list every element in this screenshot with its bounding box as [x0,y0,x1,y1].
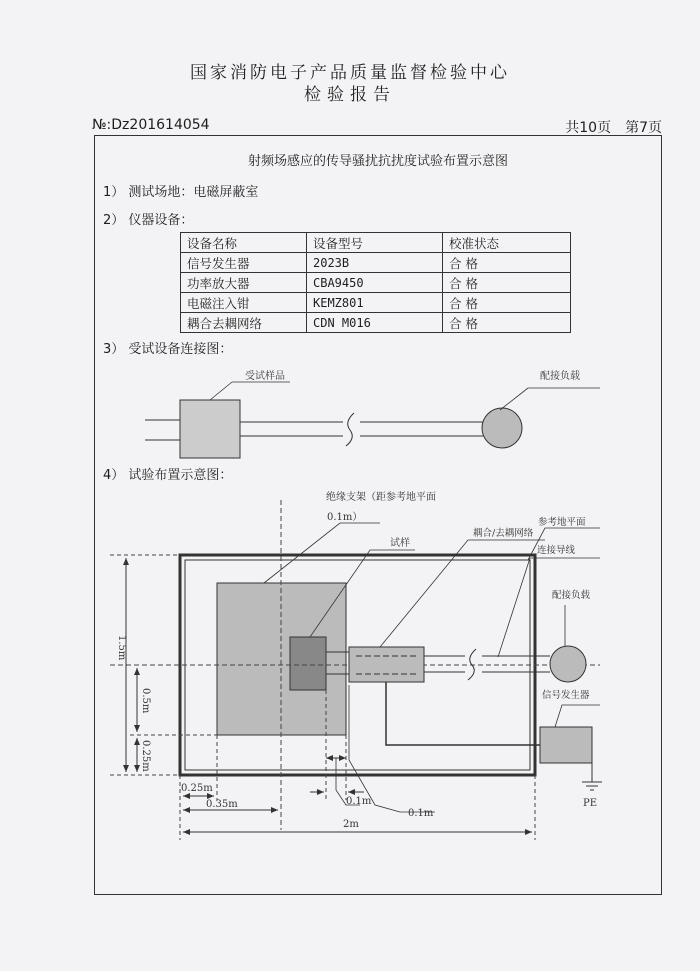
dim-01a-label: 0.1m [346,796,372,807]
eut-leader [210,382,232,400]
support-label: 绝缘支架（距参考地平面 [326,492,436,503]
load-circle [482,408,522,448]
header-cell: 设备名称 [181,233,307,253]
total-pages: 共10页 [565,120,612,136]
test-site-line: 1） 测试场地：电磁屏蔽室 [103,185,259,200]
dim-025h-label: 0.25m [181,783,213,794]
load-label: 配接负载 [552,590,591,601]
generator-cable [386,682,540,745]
sample-label: 试样 [390,538,410,549]
test-sample [290,637,326,690]
table-cell: 合 格 [443,253,571,273]
wire-label: 连接导线 [537,545,576,556]
wire-leader [498,558,600,657]
report-title: 检验报告 [304,85,396,105]
table-cell: 合 格 [443,313,571,333]
org-name: 国家消防电子产品质量监督检验中心 [190,63,510,83]
generator-label: 信号发生器 [542,690,590,701]
header-cell: 设备型号 [307,233,443,253]
layout-diagram [110,490,602,840]
table-cell: 合 格 [443,273,571,293]
table-cell: 功率放大器 [181,273,307,293]
table-cell: 电磁注入钳 [181,293,307,313]
dim-01b-label: 0.1m [408,808,434,819]
pe-label: PE [583,798,598,809]
table-cell: 耦合去耦网络 [181,313,307,333]
section-title: 射频场感应的传导骚扰抗扰度试验布置示意图 [247,154,508,169]
cdn-label: 耦合/去耦网络 [473,528,534,539]
eut-box [180,400,240,458]
table-cell: KEMZ801 [307,293,443,313]
header-cell: 校准状态 [443,233,571,253]
dim-15-label: 1.5m [116,635,127,661]
cdn-box [349,647,424,682]
table-cell: CDN M016 [307,313,443,333]
generator-leader [555,705,600,727]
load-label: 配接负载 [540,371,580,382]
table-cell: 信号发生器 [181,253,307,273]
dim-025v-label: 0.25m [140,740,151,772]
table-cell: CBA9450 [307,273,443,293]
ground-plane-label: 参考地平面 [538,517,586,528]
dim-2-label: 2m [343,819,359,830]
dim-01b-leader [349,685,435,812]
support-height-label: 0.1m） [327,512,363,523]
layout-heading: 4） 试验布置示意图： [103,468,233,483]
equipment-heading: 2） 仪器设备： [103,213,194,228]
dim-035-label: 0.35m [206,799,238,810]
table-cell: 2023B [307,253,443,273]
cable-break [346,413,354,446]
document-number: №:Dz201614054 [92,117,210,133]
current-page: 第7页 [625,120,662,136]
signal-generator-box [540,727,592,763]
connection-heading: 3） 受试设备连接图： [103,342,233,357]
load-circle [550,646,586,682]
load-leader [500,388,528,410]
eut-label: 受试样品 [245,371,285,382]
table-cell: 合 格 [443,293,571,313]
connection-diagram [145,369,600,458]
dim-05-label: 0.5m [140,688,151,714]
